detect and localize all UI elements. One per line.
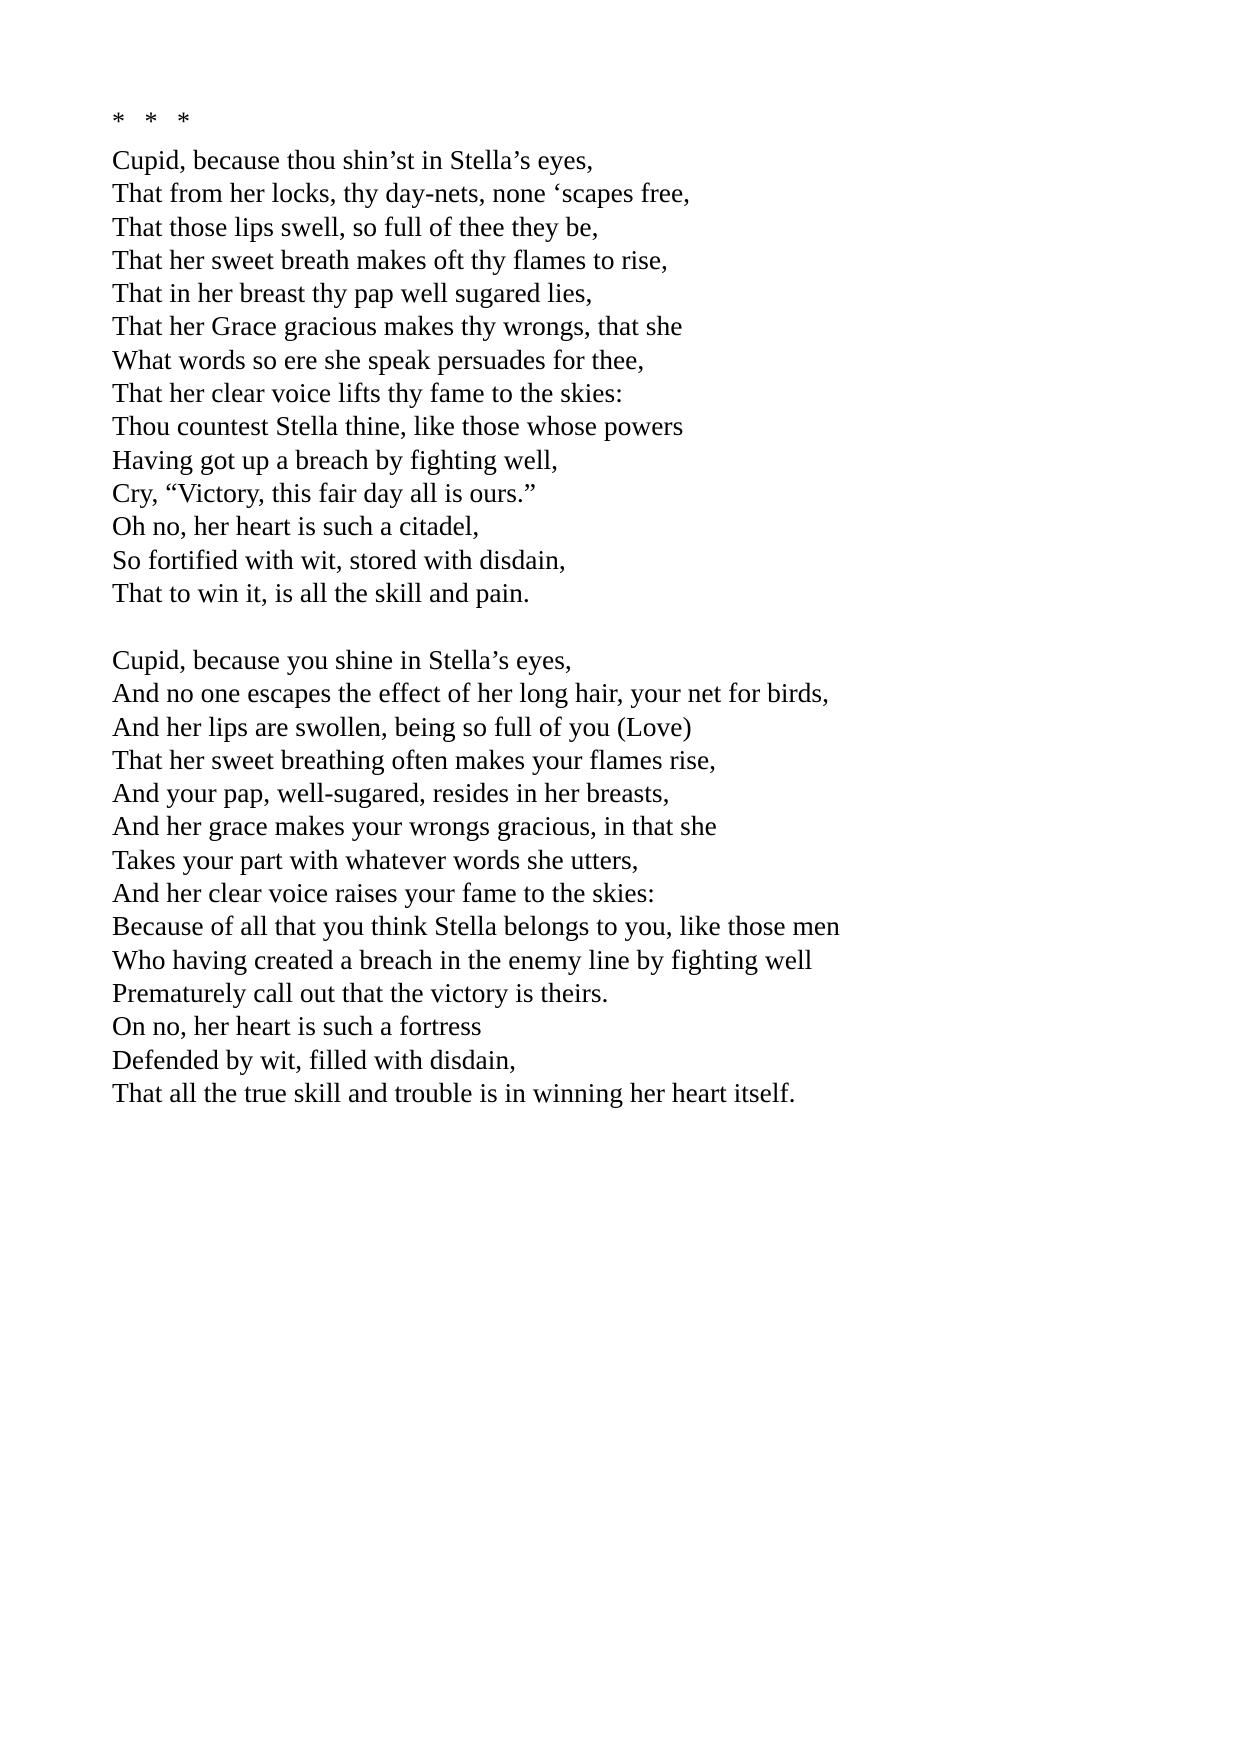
- poem-line: That to win it, is all the skill and pain.: [112, 576, 530, 608]
- paraphrase-line: Takes your part with whatever words she utters,: [112, 843, 639, 875]
- poem-line: Having got up a breach by fighting well,: [112, 443, 559, 475]
- paraphrase-line: That all the true skill and trouble is in winning her heart itself.: [112, 1076, 796, 1108]
- poem-line: Cupid, because thou shin’st in Stella’s eyes,: [112, 144, 594, 175]
- paraphrase-line: That her sweet breathing often makes your flames rise,: [112, 743, 717, 775]
- paraphrase-line: Because of all that you think Stella belongs to you, like those men: [112, 910, 840, 942]
- poem-line: That from her locks, thy day-nets, none ‘scapes free,: [112, 177, 691, 209]
- poem-line: Cry, “Victory, this fair day all is ours.”: [112, 476, 536, 508]
- poem-line: Thou countest Stella thine, like those whose powers: [112, 410, 684, 442]
- poem-line: That her Grace gracious makes thy wrongs, that she: [112, 310, 683, 342]
- paraphrase-line: Who having created a breach in the enemy line by fighting well: [112, 943, 813, 975]
- paraphrase-line: And no one escapes the effect of her long hair, your net for birds,: [112, 677, 829, 709]
- paraphrase-line: Cupid, because you shine in Stella’s eyes,: [112, 644, 572, 675]
- poem-line: What words so ere she speak persuades for thee,: [112, 343, 645, 375]
- paraphrase-line: And her grace makes your wrongs gracious, in that she: [112, 810, 717, 842]
- poem-line: That those lips swell, so full of thee they be,: [112, 210, 599, 242]
- modern-paraphrase-stanza: [112, 643, 840, 1109]
- poem-line: That in her breast thy pap well sugared lies,: [112, 277, 593, 309]
- paraphrase-line: On no, her heart is such a fortress: [112, 1010, 482, 1042]
- poem-line: Oh no, her heart is such a citadel,: [112, 510, 480, 542]
- paraphrase-line: Defended by wit, filled with disdain,: [112, 1043, 517, 1075]
- section-separator: * * *: [112, 107, 190, 136]
- paraphrase-line: And her lips are swollen, being so full of you (Love): [112, 710, 692, 742]
- paraphrase-line: And her clear voice raises your fame to the skies:: [112, 877, 655, 909]
- paraphrase-line: And your pap, well-sugared, resides in her breasts,: [112, 777, 670, 809]
- paraphrase-line: Prematurely call out that the victory is theirs.: [112, 976, 609, 1008]
- poem-line: That her sweet breath makes oft thy flames to rise,: [112, 243, 668, 275]
- original-sonnet-stanza: [112, 143, 690, 609]
- poem-line: So fortified with wit, stored with disdain,: [112, 543, 566, 575]
- poem-line: That her clear voice lifts thy fame to the skies:: [112, 377, 623, 409]
